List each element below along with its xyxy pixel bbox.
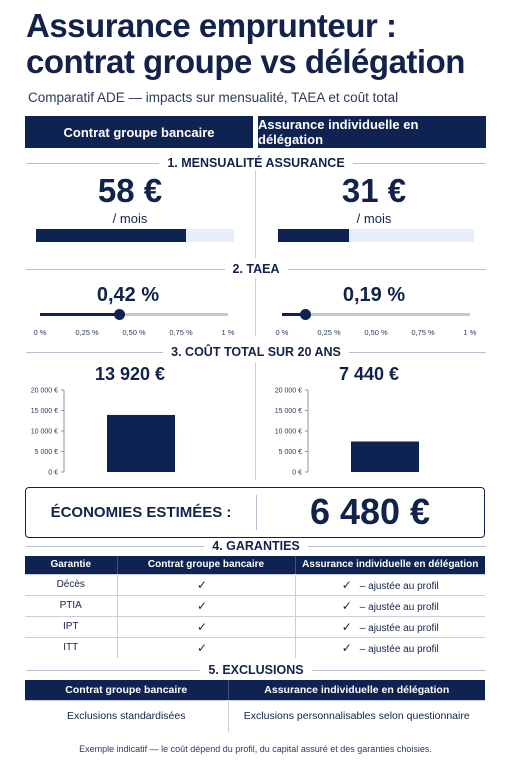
garantie-groupe-check: [117, 574, 295, 595]
slider-tick-label: 0,25 %: [75, 328, 99, 337]
slider-tick-label: 0,50 %: [122, 328, 146, 337]
monthly-delegation-bar-fill: [278, 229, 349, 242]
monthly-groupe-bar: [36, 229, 234, 242]
slider-tick-label: 0 %: [275, 328, 289, 337]
slider-tick-label: 0 %: [33, 328, 47, 337]
monthly-delegation-value: 31 €: [341, 172, 407, 209]
exclusions-header-groupe: Contrat groupe bancaire: [25, 680, 228, 700]
monthly-groupe-bar-fill: [36, 229, 186, 242]
section-monthly-title: 1. MENSUALITÉ ASSURANCE: [167, 156, 345, 170]
column-header-groupe: Contrat groupe bancaire: [25, 116, 253, 148]
cost-bar: [351, 441, 419, 472]
table-row: [25, 637, 485, 658]
cost-delegation-value: 7 440 €: [338, 364, 400, 384]
section-taea-title: 2. TAEA: [232, 262, 280, 276]
garantie-delegation-cell: [295, 574, 485, 595]
slider-tick-label: 1 %: [463, 328, 477, 337]
section-cost-heading: [26, 345, 486, 359]
section-taea-heading: [26, 262, 486, 276]
check-icon: ✓: [341, 598, 352, 613]
check-icon: ✓: [196, 619, 208, 634]
garantie-delegation-note: – ajustée au profil: [359, 643, 439, 655]
check-icon: ✓: [196, 640, 208, 655]
table-row: [25, 574, 485, 595]
garanties-header-groupe: Contrat groupe bancaire: [117, 556, 295, 574]
column-header-delegation: Assurance individuelle en délégation: [258, 116, 486, 148]
check-icon: ✓: [341, 619, 352, 634]
y-tick-label: 5 000 €: [278, 449, 302, 456]
section-cost-title: 3. COÛT TOTAL SUR 20 ANS: [171, 345, 341, 359]
table-row: [25, 616, 485, 637]
taea-groupe-value: 0,42 %: [96, 284, 160, 306]
page-subtitle: Comparatif ADE — impacts sur mensualité, TAEA et coût total: [28, 90, 399, 105]
garantie-delegation-cell: [295, 595, 485, 616]
garantie-delegation-note: – ajustée au profil: [359, 622, 439, 634]
garantie-name: Décès: [25, 574, 117, 595]
y-tick-label: 10 000 €: [274, 428, 302, 436]
garantie-delegation-cell: [295, 637, 485, 658]
exclusions-table: [25, 680, 485, 732]
savings-box: [25, 487, 485, 538]
slider-progress: [40, 313, 119, 316]
taea-delegation-value: 0,19 %: [342, 284, 406, 306]
cost-groupe-value: 13 920 €: [94, 364, 166, 384]
y-tick-label: 20 000 €: [274, 387, 302, 395]
garantie-groupe-check: [117, 595, 295, 616]
table-row: [25, 595, 485, 616]
check-icon: ✓: [196, 577, 208, 592]
slider-tick-label: 0,75 %: [169, 328, 193, 337]
page-title: Assurance emprunteur : contrat groupe vs délégation: [26, 7, 465, 80]
y-tick-label: 10 000 €: [30, 428, 58, 436]
exclusions-header-delegation: Assurance individuelle en délégation: [228, 680, 485, 700]
garanties-header-name: Garantie: [25, 556, 117, 574]
y-tick-label: 15 000 €: [30, 408, 58, 415]
taea-delegation-slider: [275, 306, 477, 337]
slider-tick-label: 0,25 %: [317, 328, 341, 337]
monthly-groupe-unit: / mois: [112, 211, 148, 226]
monthly-groupe-value: 58 €: [97, 172, 163, 209]
garantie-groupe-check: [117, 637, 295, 658]
exclusions-delegation-value: Exclusions personnalisables selon questionnaire: [228, 700, 485, 732]
section-garanties-heading: [26, 539, 486, 553]
monthly-delegation-unit: / mois: [356, 211, 392, 226]
check-icon: ✓: [341, 577, 352, 592]
slider-knob: [300, 309, 311, 320]
exclusions-groupe-value: Exclusions standardisées: [25, 700, 228, 732]
garanties-header-delegation: Assurance individuelle en délégation: [295, 556, 485, 574]
check-icon: ✓: [196, 598, 208, 613]
monthly-delegation-bar: [278, 229, 474, 242]
cost-delegation-chart: [258, 382, 488, 478]
section-exclusions-title: 5. EXCLUSIONS: [208, 663, 304, 677]
savings-value: 6 480 €: [309, 491, 431, 532]
check-icon: ✓: [341, 640, 352, 655]
garantie-delegation-note: – ajustée au profil: [359, 580, 439, 592]
section-exclusions-heading: [26, 663, 486, 677]
y-tick-label: 15 000 €: [274, 408, 302, 415]
slider-knob: [114, 309, 125, 320]
y-tick-label: 0 €: [292, 469, 302, 477]
y-tick-label: 5 000 €: [34, 449, 58, 456]
section-garanties-title: 4. GARANTIES: [212, 539, 300, 553]
cost-bar: [107, 415, 175, 472]
slider-tick-label: 1 %: [221, 328, 235, 337]
garantie-groupe-check: [117, 616, 295, 637]
cost-groupe-chart: [14, 382, 244, 478]
garantie-name: ITT: [25, 637, 117, 658]
garanties-table: [25, 556, 485, 658]
section-monthly-heading: [26, 156, 486, 170]
taea-groupe-slider: [33, 306, 235, 337]
y-tick-label: 0 €: [48, 469, 58, 477]
footnote: Exemple indicatif — le coût dépend du profil, du capital assuré et des garanties choisies.: [79, 744, 432, 754]
slider-tick-label: 0,50 %: [364, 328, 388, 337]
garantie-delegation-cell: [295, 616, 485, 637]
garantie-name: IPT: [25, 616, 117, 637]
column-divider: [255, 170, 256, 258]
slider-tick-label: 0,75 %: [411, 328, 435, 337]
garantie-delegation-note: – ajustée au profil: [359, 601, 439, 613]
garantie-name: PTIA: [25, 595, 117, 616]
column-divider: [255, 278, 256, 336]
y-tick-label: 20 000 €: [30, 387, 58, 395]
savings-label: ÉCONOMIES ESTIMÉES :: [50, 503, 232, 521]
